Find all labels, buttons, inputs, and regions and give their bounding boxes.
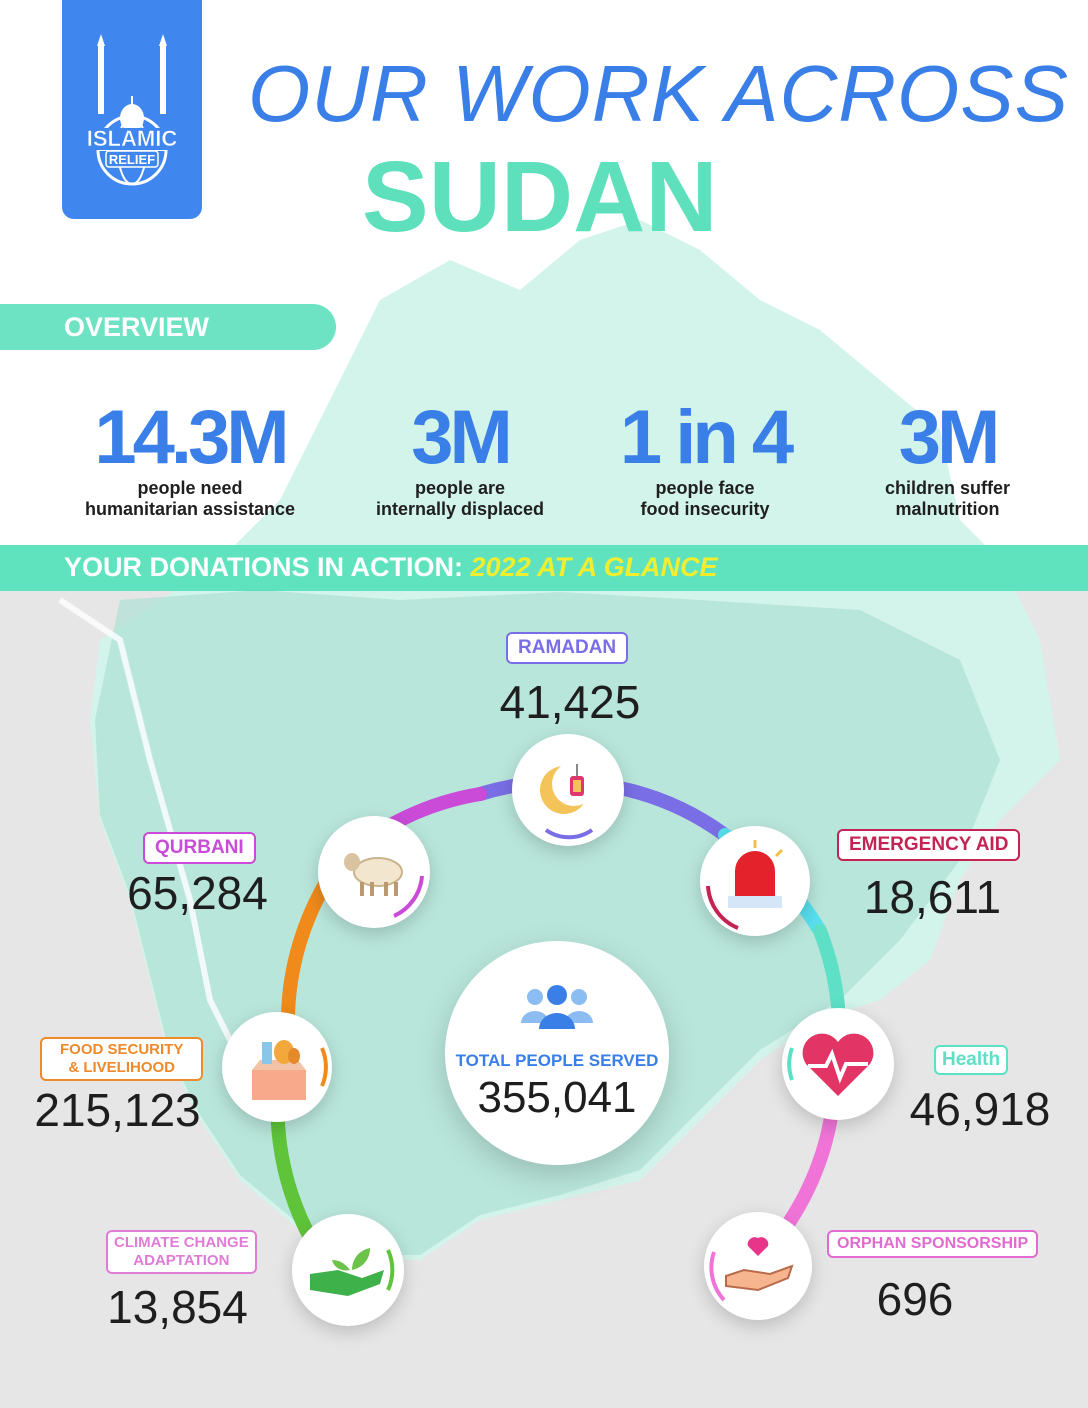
stat-value: 14.3M (94, 395, 286, 480)
food-label-line1: FOOD SECURITY (60, 1041, 184, 1058)
orphan-icon-circle (704, 1212, 812, 1320)
stat-label-line2: internally displaced (375, 499, 545, 519)
stat-value: 3M (411, 395, 509, 480)
climate-label (106, 1230, 257, 1274)
food-label (40, 1037, 203, 1081)
stat-label-line1: people face (655, 478, 755, 498)
logo-text-top: ISLAMIC (86, 126, 178, 151)
health-icon-circle (782, 1008, 894, 1120)
stat-label-line2: humanitarian assistance (84, 499, 296, 519)
health-label: Health (934, 1045, 1008, 1075)
glance-heading (64, 552, 718, 583)
food-value: 215,123 (34, 1084, 201, 1136)
ramadan-icon-circle (512, 734, 624, 846)
orphan-value: 696 (876, 1273, 954, 1325)
food-label-line2: & LIVELIHOOD (68, 1059, 175, 1076)
siren-icon (700, 826, 810, 936)
stat-label-line1: children suffer (884, 478, 1011, 498)
glance-label: YOUR DONATIONS IN ACTION: (64, 552, 463, 582)
stat-value: 3M (898, 395, 997, 480)
total-served-value: 355,041 (477, 1073, 637, 1122)
people-group-icon (519, 983, 595, 1031)
qurbani-label: QURBANI (143, 832, 256, 864)
climate-value: 13,854 (107, 1281, 248, 1333)
climate-label-line2: ADAPTATION (133, 1252, 230, 1269)
page-title-line1: OUR WORK ACROSS (248, 49, 1069, 138)
stat-label-line1: people need (137, 478, 243, 498)
mosque-globe-icon (62, 0, 202, 219)
food-box-icon (222, 1012, 332, 1122)
stat-label-line2: food insecurity (640, 499, 770, 519)
food-icon-circle (222, 1012, 332, 1122)
total-served-label: TOTAL PEOPLE SERVED (455, 1051, 659, 1070)
stat-humanitarian (60, 395, 320, 520)
stat-displaced (340, 395, 580, 520)
logo-text-bottom: RELIEF (108, 152, 156, 167)
hand-heart-icon (704, 1212, 812, 1320)
crescent-lantern-icon (512, 734, 624, 846)
ramadan-value: 41,425 (499, 676, 641, 728)
health-value: 46,918 (909, 1083, 1051, 1135)
hand-plant-icon (292, 1214, 404, 1326)
total-served-circle (445, 941, 669, 1165)
climate-icon-circle (292, 1214, 404, 1326)
ramadan-label: RAMADAN (506, 632, 628, 664)
emergency-label: EMERGENCY AID (837, 829, 1020, 861)
climate-label-line1: CLIMATE CHANGE (114, 1234, 249, 1251)
emergency-value: 18,611 (863, 871, 1002, 923)
qurbani-value: 65,284 (127, 867, 268, 919)
stat-label-line2: malnutrition (895, 499, 1000, 519)
qurbani-icon-circle (318, 816, 430, 928)
sheep-icon (318, 816, 430, 928)
stat-malnutrition (840, 395, 1055, 520)
page-title-country: SUDAN (362, 141, 718, 253)
emergency-icon-circle (700, 826, 810, 936)
heart-pulse-icon (782, 1008, 894, 1120)
stat-food-insecurity (590, 395, 820, 520)
overview-label: OVERVIEW (64, 312, 210, 342)
stat-label-line1: people are (414, 478, 506, 498)
glance-highlight: 2022 AT A GLANCE (470, 552, 718, 582)
islamic-relief-logo (62, 0, 202, 219)
stat-value: 1 in 4 (619, 395, 791, 480)
orphan-label: ORPHAN SPONSORSHIP (827, 1230, 1038, 1258)
